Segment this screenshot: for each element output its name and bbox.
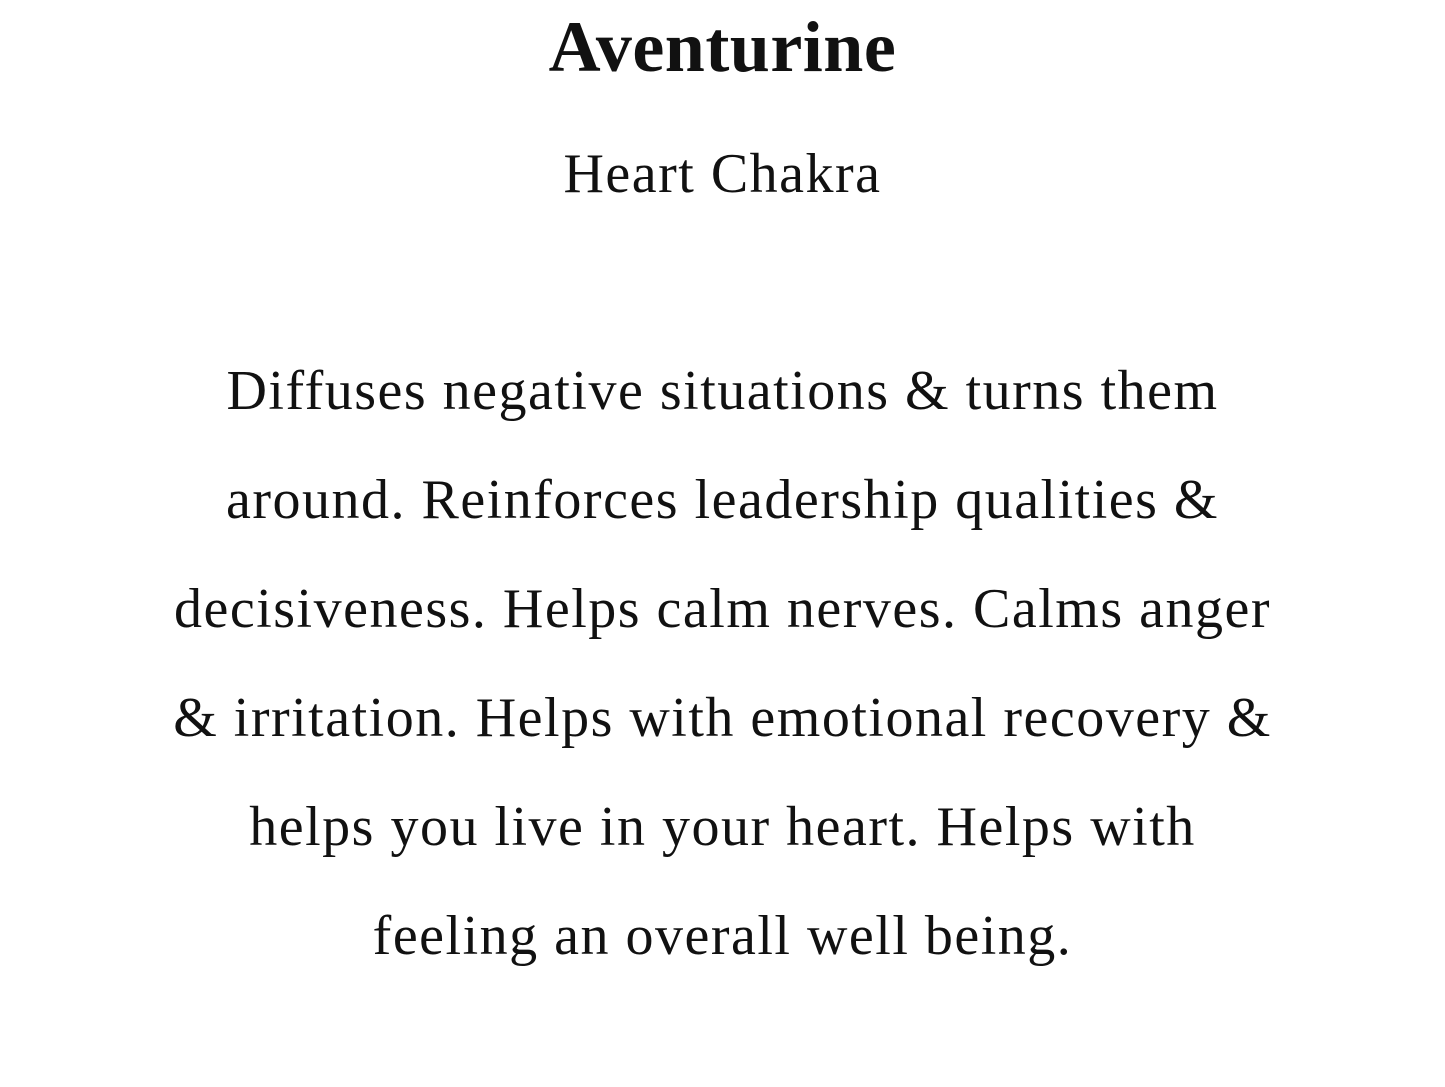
description-line: & irritation. Helps with emotional recovery & (173, 687, 1272, 749)
description-line: around. Reinforces leadership qualities & (226, 469, 1219, 531)
crystal-title: Aventurine (548, 7, 897, 87)
description-line: helps you live in your heart. Helps with (249, 796, 1196, 858)
description-line: decisiveness. Helps calm nerves. Calms anger (173, 578, 1272, 640)
crystal-description (90, 337, 1355, 991)
description-line: Diffuses negative situations & turns them (226, 360, 1219, 422)
description-line: feeling an overall well being. (372, 905, 1073, 967)
chakra-subtitle: Heart Chakra (563, 143, 882, 205)
